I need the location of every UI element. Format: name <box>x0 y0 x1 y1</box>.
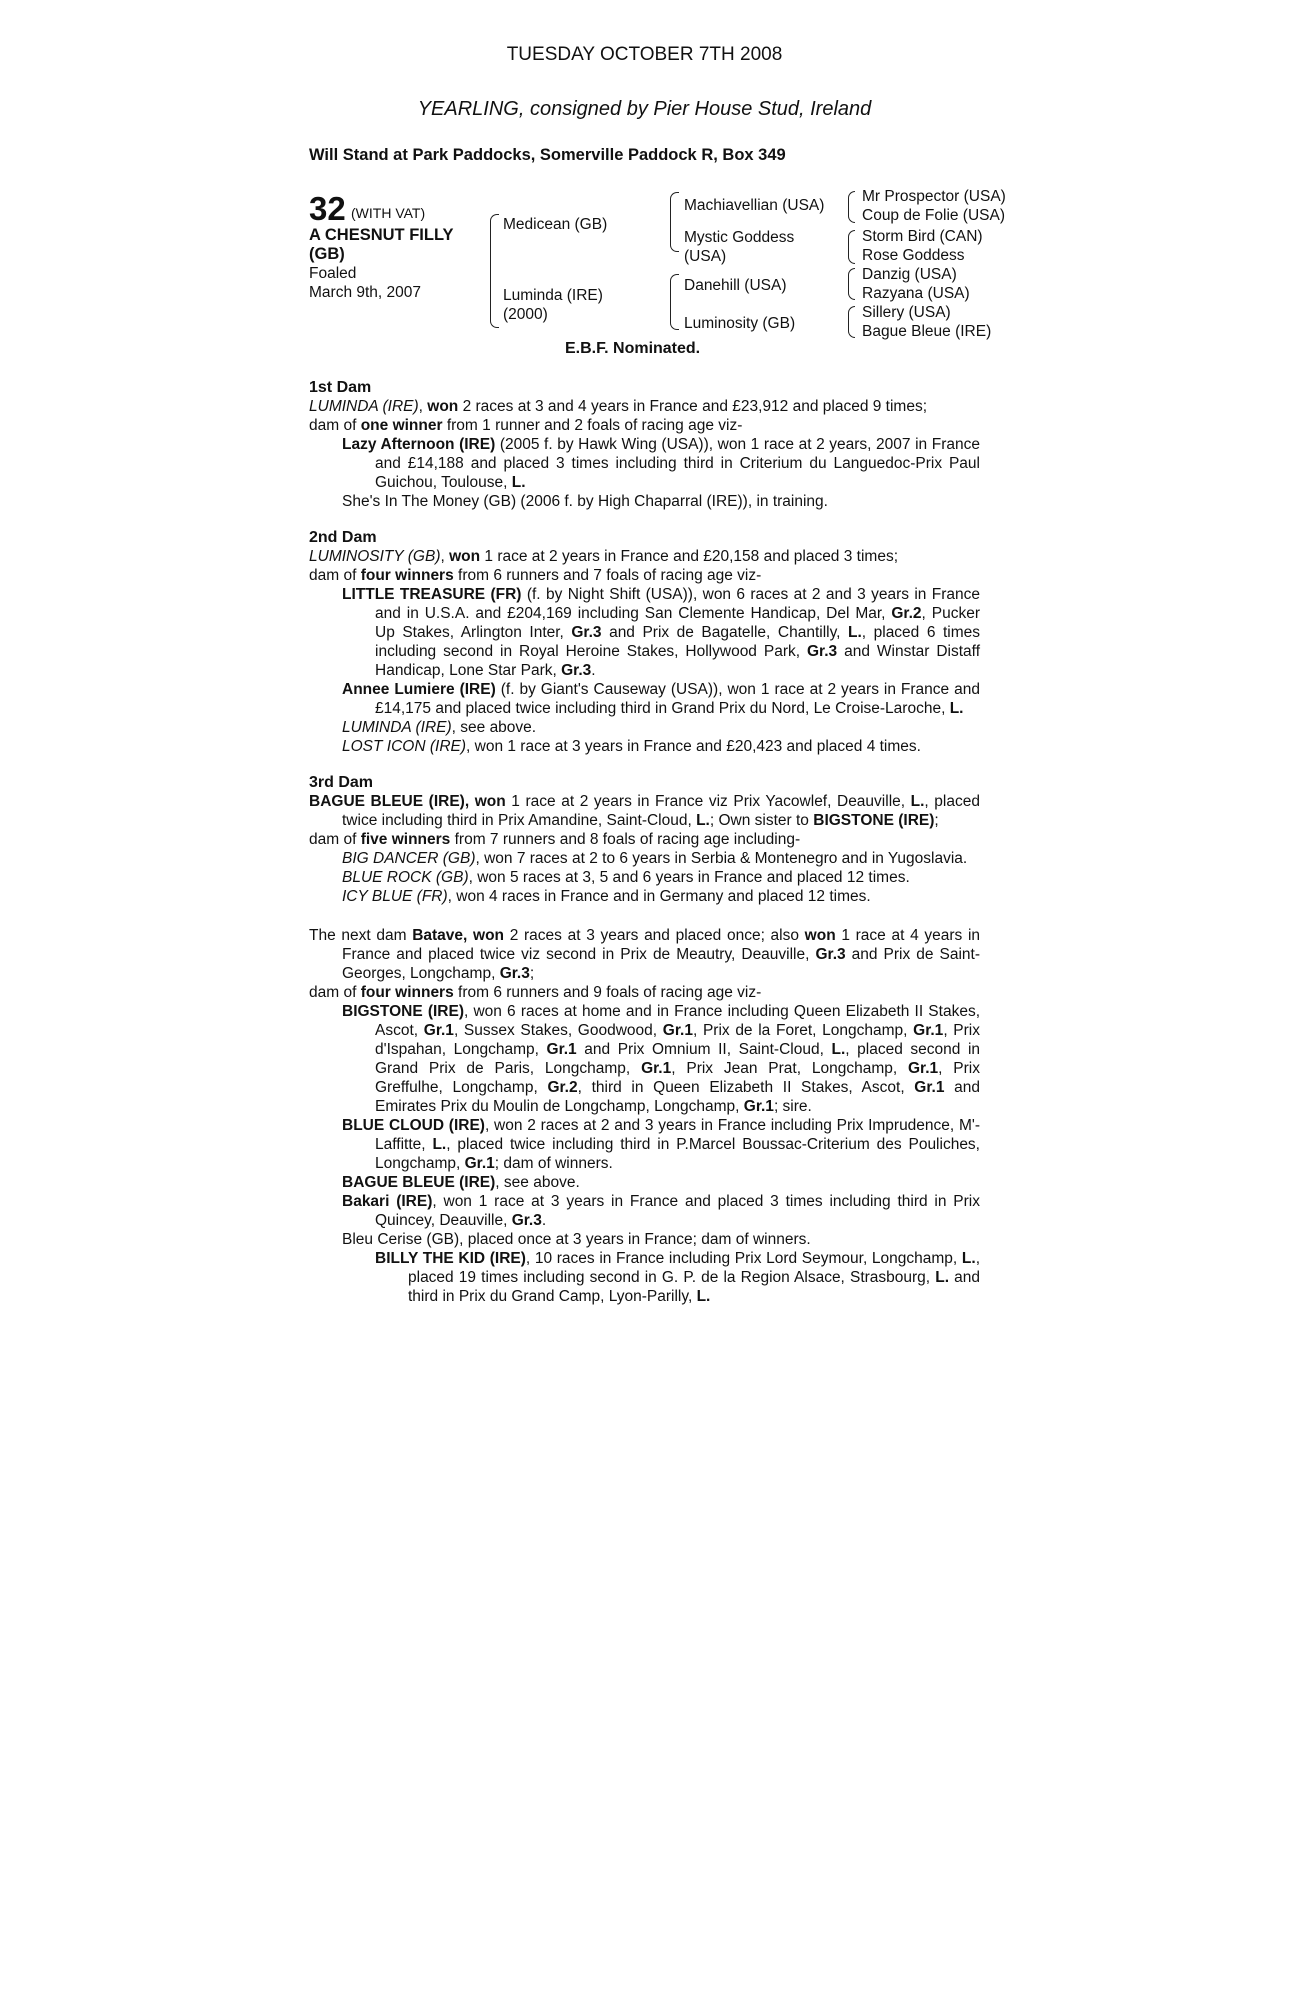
nextdam-progeny-3: BAGUE BLEUE (IRE), see above. <box>342 1174 580 1191</box>
dam2-progeny-4: LOST ICON (IRE), won 1 race at 3 years in France and £20,423 and placed 4 times. <box>342 738 921 755</box>
nextdam-record: The next dam Batave, won 2 races at 3 years and placed once; also won 1 race at 4 years in France and placed twice viz second in Prix de Meautry, Deauville, Gr.3 and Prix de Saint-Georges, Longchamp, Gr.3; <box>309 927 981 982</box>
sale-date: TUESDAY OCTOBER 7TH 2008 <box>506 44 783 65</box>
horse-name: A CHESNUT FILLY <box>309 226 454 244</box>
ebf-nominated: E.B.F. Nominated. <box>565 340 701 357</box>
pedigree-sire-dam <box>684 228 794 266</box>
dam2-heading: 2nd Dam <box>309 529 377 546</box>
nextdam-grandprogeny-1: BILLY THE KID (IRE), 10 races in France including Prix Lord Seymour, Longchamp, L., placed 19 times including second in G. P. de la Region Alsace, Strasbourg, L. and third in Prix du Grand Camp, Lyon-Parilly, L. <box>375 1250 980 1305</box>
brace-gen2-sire <box>670 192 679 252</box>
dam3-progeny-2: BLUE ROCK (GB), won 5 races at 3, 5 and 6 years in France and placed 12 times. <box>342 869 910 886</box>
lot-number: 32 <box>309 190 346 227</box>
pedigree-gen3-2: Coup de Folie (USA) <box>862 207 1006 224</box>
vat-note: (WITH VAT) <box>351 205 426 221</box>
pedigree-dam-year: (2000) <box>503 306 548 323</box>
pedigree-gen3-3: Storm Bird (CAN) <box>862 228 983 245</box>
nextdam-progeny-1: BIGSTONE (IRE), won 6 races at home and in France including Queen Elizabeth II Stakes, Ascot, Gr.1, Sussex Stakes, Goodwood, Gr.1, Prix de la Foret, Longchamp, Gr.1, Prix d'Ispahan, Longchamp, Gr.1 and Prix Omnium II, Saint-Cloud, L., placed second in Grand Prix de Paris, Longchamp, Gr.1, Prix Jean Prat, Longchamp, Gr.1, Prix Greffulhe, Longchamp, Gr.2, third in Queen Elizabeth II Stakes, Ascot, Gr.1 and Emirates Prix du Moulin de Longchamp, Longchamp, Gr.1; sire. <box>342 1003 981 1115</box>
dam1-produce: dam of one winner from 1 runner and 2 foals of racing age viz- <box>309 417 743 434</box>
brace-gen1 <box>490 214 499 328</box>
brace-gen2-dam <box>670 274 679 330</box>
dam1-heading: 1st Dam <box>309 379 372 396</box>
horse-description <box>309 226 479 264</box>
pedigree-sire-dam-name: Mystic Goddess <box>684 229 795 246</box>
pedigree-gen3-4: Rose Goddess <box>862 247 965 264</box>
pedigree-gen3-6: Razyana (USA) <box>862 285 970 302</box>
pedigree-gen3-7: Sillery (USA) <box>862 304 951 321</box>
pedigree-dam-name: Luminda (IRE) <box>503 287 603 304</box>
brace-gen3-3 <box>848 268 855 300</box>
stand-location: Will Stand at Park Paddocks, Somerville Paddock R, Box 349 <box>309 146 786 164</box>
dam2-produce: dam of four winners from 6 runners and 7 foals of racing age viz- <box>309 567 762 584</box>
pedigree-sire-dam-country: (USA) <box>684 248 727 265</box>
dam1-progeny-1: Lazy Afternoon (IRE) (2005 f. by Hawk Wing (USA)), won 1 race at 2 years, 2007 in France and £14,188 and placed 3 times including third in Criterium du Languedoc-Prix Paul Guichou, Toulouse, L. <box>342 436 980 491</box>
dam2-progeny-3: LUMINDA (IRE), see above. <box>342 719 537 736</box>
catalogue-body <box>309 378 980 1306</box>
dam3-progeny-1: BIG DANCER (GB), won 7 races at 2 to 6 years in Serbia & Montenegro and in Yugoslavia. <box>342 850 968 867</box>
pedigree-sire-sire: Machiavellian (USA) <box>684 197 825 214</box>
brace-gen3-4 <box>848 306 855 338</box>
dam3-produce: dam of five winners from 7 runners and 8 foals of racing age including- <box>309 831 801 848</box>
pedigree-gen3-5: Danzig (USA) <box>862 266 957 283</box>
dam2-record: LUMINOSITY (GB), won 1 race at 2 years in France and £20,158 and placed 3 times; <box>309 548 899 565</box>
dam1-record: LUMINDA (IRE), won 2 races at 3 and 4 years in France and £23,912 and placed 9 times; <box>309 398 928 415</box>
foaled-info <box>309 264 421 302</box>
nextdam-progeny-4: Bakari (IRE), won 1 race at 3 years in France and placed 3 times including third in Prix Quincey, Deauville, Gr.3. <box>342 1193 980 1229</box>
nextdam-progeny-5: Bleu Cerise (GB), placed once at 3 years in France; dam of winners. <box>342 1231 811 1248</box>
pedigree-gen3-1: Mr Prospector (USA) <box>862 188 1006 205</box>
dam3-heading: 3rd Dam <box>309 774 374 791</box>
dam2-progeny-2: Annee Lumiere (IRE) (f. by Giant's Causeway (USA)), won 1 race at 2 years in France and £14,175 and placed twice including third in Grand Prix du Nord, Le Croise-Laroche, L. <box>342 681 980 717</box>
pedigree-gen3-8: Bague Bleue (IRE) <box>862 323 992 340</box>
pedigree-dam <box>503 286 603 324</box>
dam1-progeny-2: She's In The Money (GB) (2006 f. by High Chaparral (IRE)), in training. <box>342 493 828 510</box>
dam3-progeny-3: ICY BLUE (FR), won 4 races in France and in Germany and placed 12 times. <box>342 888 871 905</box>
brace-gen3-1 <box>848 191 855 223</box>
pedigree-dam-dam: Luminosity (GB) <box>684 315 796 332</box>
dam3-record: BAGUE BLEUE (IRE), won 1 race at 2 years in France viz Prix Yacowlef, Deauville, L., placed twice including third in Prix Amandine, Saint-Cloud, L.; Own sister to BIGSTONE (IRE); <box>309 793 980 829</box>
nextdam-progeny-2: BLUE CLOUD (IRE), won 2 races at 2 and 3 years in France including Prix Imprudence, M'-Laffitte, L., placed twice including third in P.Marcel Boussac-Criterium des Pouliches, Longchamp, Gr.1; dam of winners. <box>342 1117 981 1172</box>
horse-country: (GB) <box>309 245 345 263</box>
pedigree-sire: Medicean (GB) <box>503 216 608 233</box>
brace-gen3-2 <box>848 230 855 264</box>
foaled-label: Foaled <box>309 265 357 282</box>
dam2-progeny-1: LITTLE TREASURE (FR) (f. by Night Shift (USA)), won 6 races at 2 and 3 years in France and in U.S.A. and £204,169 including San Clemente Handicap, Del Mar, Gr.2, Pucker Up Stakes, Arlington Inter, Gr.3 and Prix de Bagatelle, Chantilly, L., placed 6 times including second in Royal Heroine Stakes, Hollywood Park, Gr.3 and Winstar Distaff Handicap, Lone Star Park, Gr.3. <box>342 586 981 679</box>
nextdam-produce: dam of four winners from 6 runners and 9 foals of racing age viz- <box>309 984 762 1001</box>
consignment-line: YEARLING, consigned by Pier House Stud, Ireland <box>417 98 872 120</box>
foaled-date: March 9th, 2007 <box>309 284 422 301</box>
pedigree-dam-sire: Danehill (USA) <box>684 277 787 294</box>
